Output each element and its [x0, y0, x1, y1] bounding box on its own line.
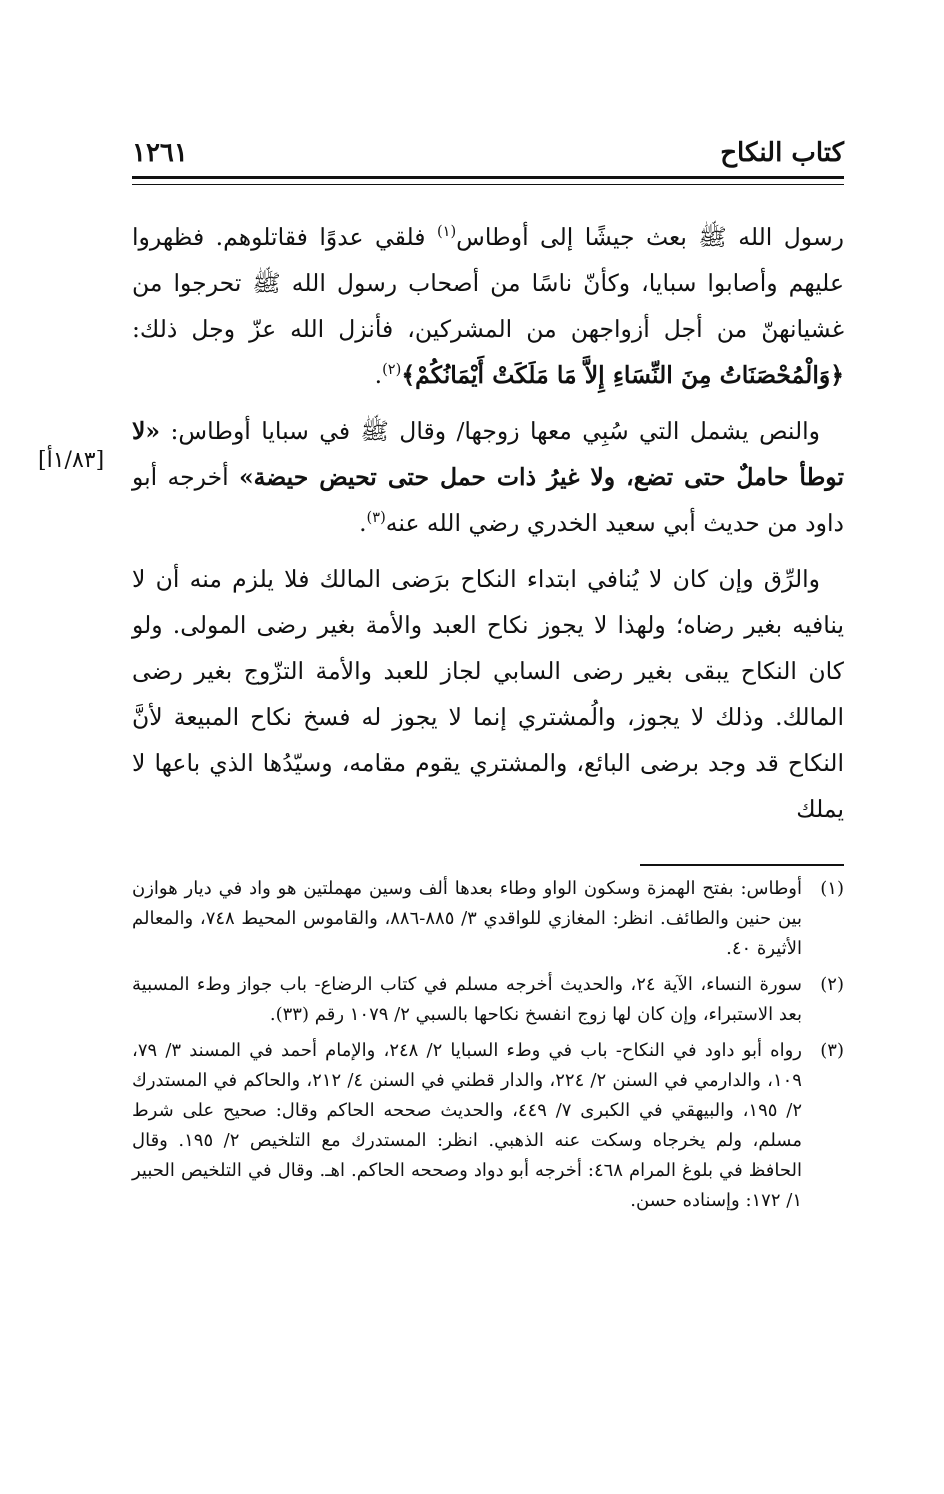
paragraph-3 — [132, 556, 844, 832]
footnote-ref-2: (٢) — [382, 361, 402, 379]
hadith-quote: «لا توطأ حاملٌ حتى تضع، ولا غيرُ ذات حمل حتى تحيض حيضة» — [132, 417, 844, 491]
footnote-text: سورة النساء، الآية ٢٤، والحديث أخرجه مسلم في كتاب الرضاع- باب جواز وطء المسبية بعد الاستبراء، وإن كان لها زوج انفسخ نكاحها بالسبي ٢/ ١٠٧٩ رقم (٣٣). — [132, 974, 803, 1025]
paragraph-2-text: والنص يشمل التي سُبِي معها زوجها/ وقال ﷺ في سبايا أوطاس: — [160, 417, 820, 445]
paragraph-1-end: . — [374, 361, 383, 389]
footnote-2 — [132, 970, 844, 1030]
paragraph-1-text: رسول الله ﷺ بعث جيشًا إلى أوطاس — [456, 223, 844, 251]
margin-manuscript-reference: [١/٨٣أ] — [38, 448, 105, 473]
footnote-text: أوطاس: بفتح الهمزة وسكون الواو وطاء بعدها ألف وسين مهملتين هو واد في ديار هوازن بين حنين والطائف. انظر: المغازي للواقدي ٣/ ٨٨٥-٨٨٦، والقاموس المحيط ٧٤٨، والمعالم الأثيرة ٤٠. — [132, 878, 802, 959]
header-rule-thick — [132, 176, 844, 179]
paragraph-3-text: والرِّق وإن كان لا يُنافي ابتداء النكاح برَضى المالك فلا يلزم منه أن لا ينافيه بغير رضاه؛ ولهذا لا يجوز نكاح العبد والأمة بغير رضى المولى. ولو كان النكاح يبقى بغير رضى السابي لجاز للعبد والأمة التزّوج بغير رضى المالك. وذلك لا يجوز، والُمشتري إنما لا يجوز له فسخ نكاح المبيعة لأنَّ النكاح قد وجد برضى البائع، والمشتري يقوم مقامه، وسيّدُها الذي باعها لا يملك — [132, 565, 844, 823]
paragraph-2 — [132, 408, 844, 546]
paragraph-2-end: . — [359, 509, 367, 537]
footnote-separator — [640, 864, 844, 866]
footnotes — [132, 874, 844, 1222]
footnote-text: رواه أبو داود في النكاح- باب في وطء السبايا ٢/ ٢٤٨، والإمام أحمد في المسند ٣/ ٧٩، ١٠٩، والدارمي في السنن ٢/ ٢٢٤، والدار قطني في السنن ٤/ ٢١٢، والحاكم في المستدرك ٢/ ١٩٥، والبيهقي في الكبرى ٧/ ٤٤٩، والحديث صححه الحاكم وقال: صحيح على شرط مسلم، ولم يخرجاه وسكت عنه الذهبي. انظر: المستدرك مع التلخيص ٢/ ١٩٥. وقال الحافظ في بلوغ المرام ٤٦٨: أخرجه أبو دواد وصححه الحاكم. اهـ. وقال في التلخيص الحبير ١/ ١٧٢: وإسناده حسن. — [132, 1040, 802, 1211]
page-number: ١٢٦١ — [132, 138, 188, 168]
footnote-3 — [132, 1036, 844, 1216]
quran-verse: ﴿وَالْمُحْصَنَاتُ مِنَ النِّسَاءِ إِلاَّ مَا مَلَكَتْ أَيْمَانُكُمْ﴾ — [401, 361, 844, 389]
footnote-number: (١) — [820, 878, 844, 899]
footnote-number: (٣) — [820, 1040, 844, 1061]
paragraph-1-text-continued: فلقي عدوًا فقاتلوهم. فظهروا عليهم وأصابوا سبايا، وكأنّ ناسًا من أصحاب رسول الله ﷺ تحرجوا من غشيانهنّ من أجل أزواجهن من المشركين، فأنزل الله عزّ وجل ذلك: — [132, 223, 844, 343]
footnote-number: (٢) — [820, 974, 844, 995]
footnote-1 — [132, 874, 844, 964]
page-header — [132, 138, 844, 178]
main-text — [132, 214, 844, 842]
paragraph-2-text-continued: أخرجه أبو داود من حديث أبي سعيد الخدري رضي الله عنه — [132, 463, 844, 537]
running-title: كتاب النكاح — [720, 138, 844, 168]
footnote-ref-3: (٣) — [366, 509, 386, 527]
footnote-ref-1: (١) — [436, 223, 457, 241]
header-rule-thin — [132, 184, 844, 185]
paragraph-1 — [132, 214, 844, 398]
